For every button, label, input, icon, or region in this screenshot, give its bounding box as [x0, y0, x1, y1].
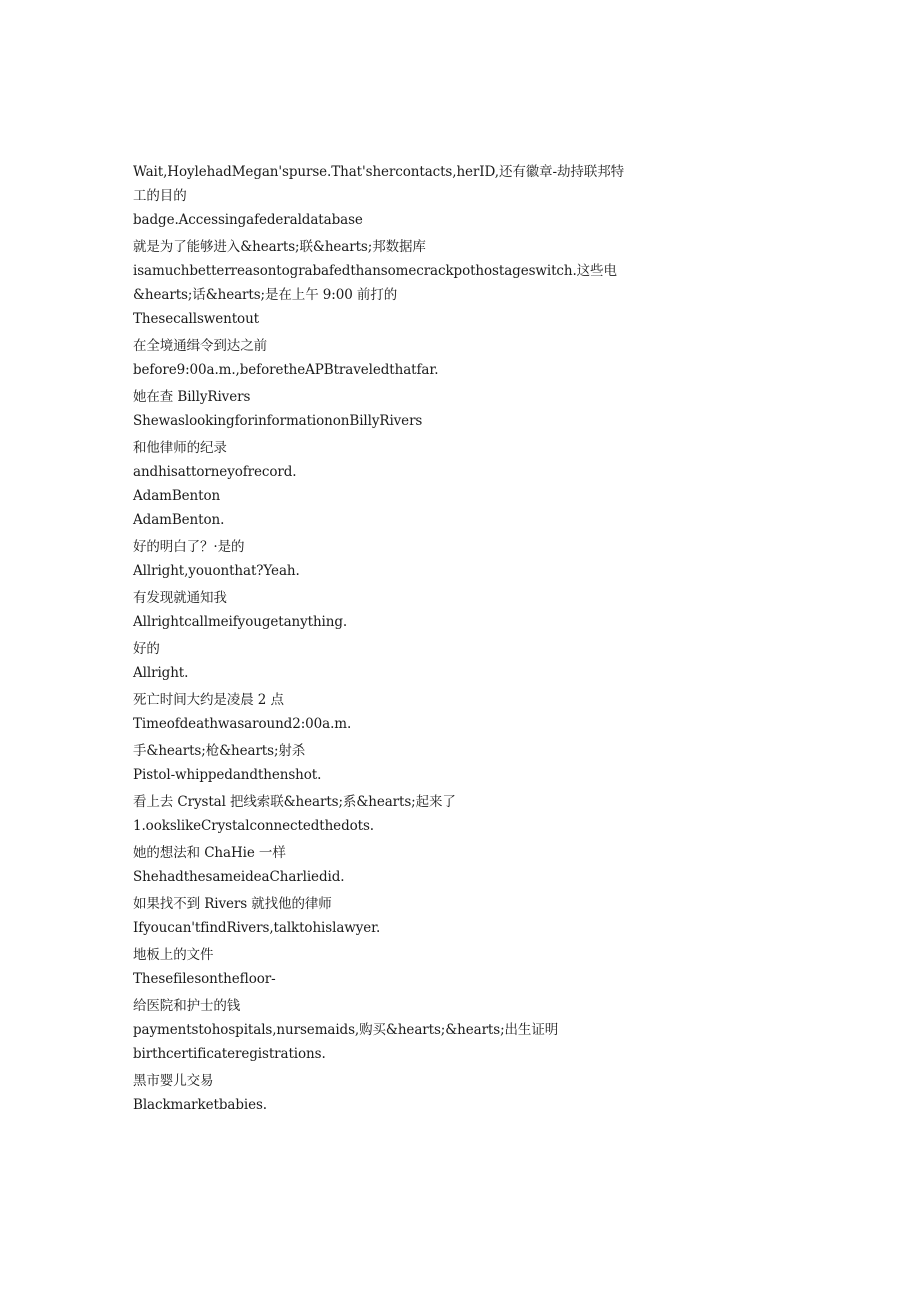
text-line: 在全境通缉令到达之前	[133, 338, 267, 354]
text-line: 好的	[133, 641, 160, 657]
text-line: 黑市婴儿交易	[133, 1073, 214, 1089]
text-line: AdamBenton.	[133, 512, 225, 528]
text-line: 有发现就通知我	[133, 590, 227, 606]
text-line: 手&hearts;枪&hearts;射杀	[133, 743, 306, 759]
text-line: 如果找不到 Rivers 就找他的律师	[133, 896, 332, 912]
text-line: Allright,youonthat?Yeah.	[133, 563, 300, 579]
text-line: Thesefilesonthefloor-	[133, 971, 276, 987]
text-line: 给医院和护士的钱	[133, 998, 241, 1014]
text-line: 地板上的文件	[133, 947, 214, 963]
text-line: Blackmarketbabies.	[133, 1097, 267, 1113]
text-line: ShehadthesameideaCharliedid.	[133, 869, 345, 885]
text-line: 她在查 BillyRivers	[133, 389, 251, 405]
text-line: AdamBenton	[133, 488, 221, 504]
text-line: Allright.	[133, 665, 189, 681]
text-line: 和他律师的纪录	[133, 440, 227, 456]
text-line: 好的明白了？·是的	[133, 539, 245, 555]
text-line: 死亡时间大约是凌晨 2 点	[133, 692, 284, 708]
text-line: 看上去 Crystal 把线索联&hearts;系&hearts;起来了	[133, 794, 456, 810]
text-line: paymentstohospitals,nursemaids,购买&hearts;&hearts;出生证明	[133, 1022, 559, 1038]
text-line: andhisattorneyofrecord.	[133, 464, 297, 480]
text-line: 工的目的	[133, 188, 187, 204]
text-line: isamuchbetterreasontograbafedthansomecrackpothostageswitch.这些电	[133, 263, 617, 279]
text-line: 她的想法和 ChaHie 一样	[133, 845, 286, 861]
text-line: birthcertificateregistrations.	[133, 1046, 326, 1062]
text-line: Pistol-whippedandthenshot.	[133, 767, 322, 783]
text-line: Ifyoucan'tfindRivers,talktohislawyer.	[133, 920, 381, 936]
transcript-body	[133, 160, 693, 1117]
text-line: ShewaslookingforinformationonBillyRivers	[133, 413, 423, 429]
text-line: badge.Accessingafederaldatabase	[133, 212, 363, 228]
text-line: &hearts;话&hearts;是在上午 9:00 前打的	[133, 287, 398, 303]
text-line: 就是为了能够进入&hearts;联&hearts;邦数据库	[133, 239, 426, 255]
text-line: Wait,HoylehadMegan'spurse.That'shercontacts,herID,还有徽章-劫持联邦特	[133, 164, 625, 180]
text-line: before9:00a.m.,beforetheAPBtraveledthatfar.	[133, 362, 439, 378]
text-line: 1.ookslikeCrystalconnectedthedots.	[133, 818, 374, 834]
text-line: Allrightcallmeifyougetanything.	[133, 614, 348, 630]
text-line: Thesecallswentout	[133, 311, 259, 327]
text-line: Timeofdeathwasaround2:00a.m.	[133, 716, 352, 732]
